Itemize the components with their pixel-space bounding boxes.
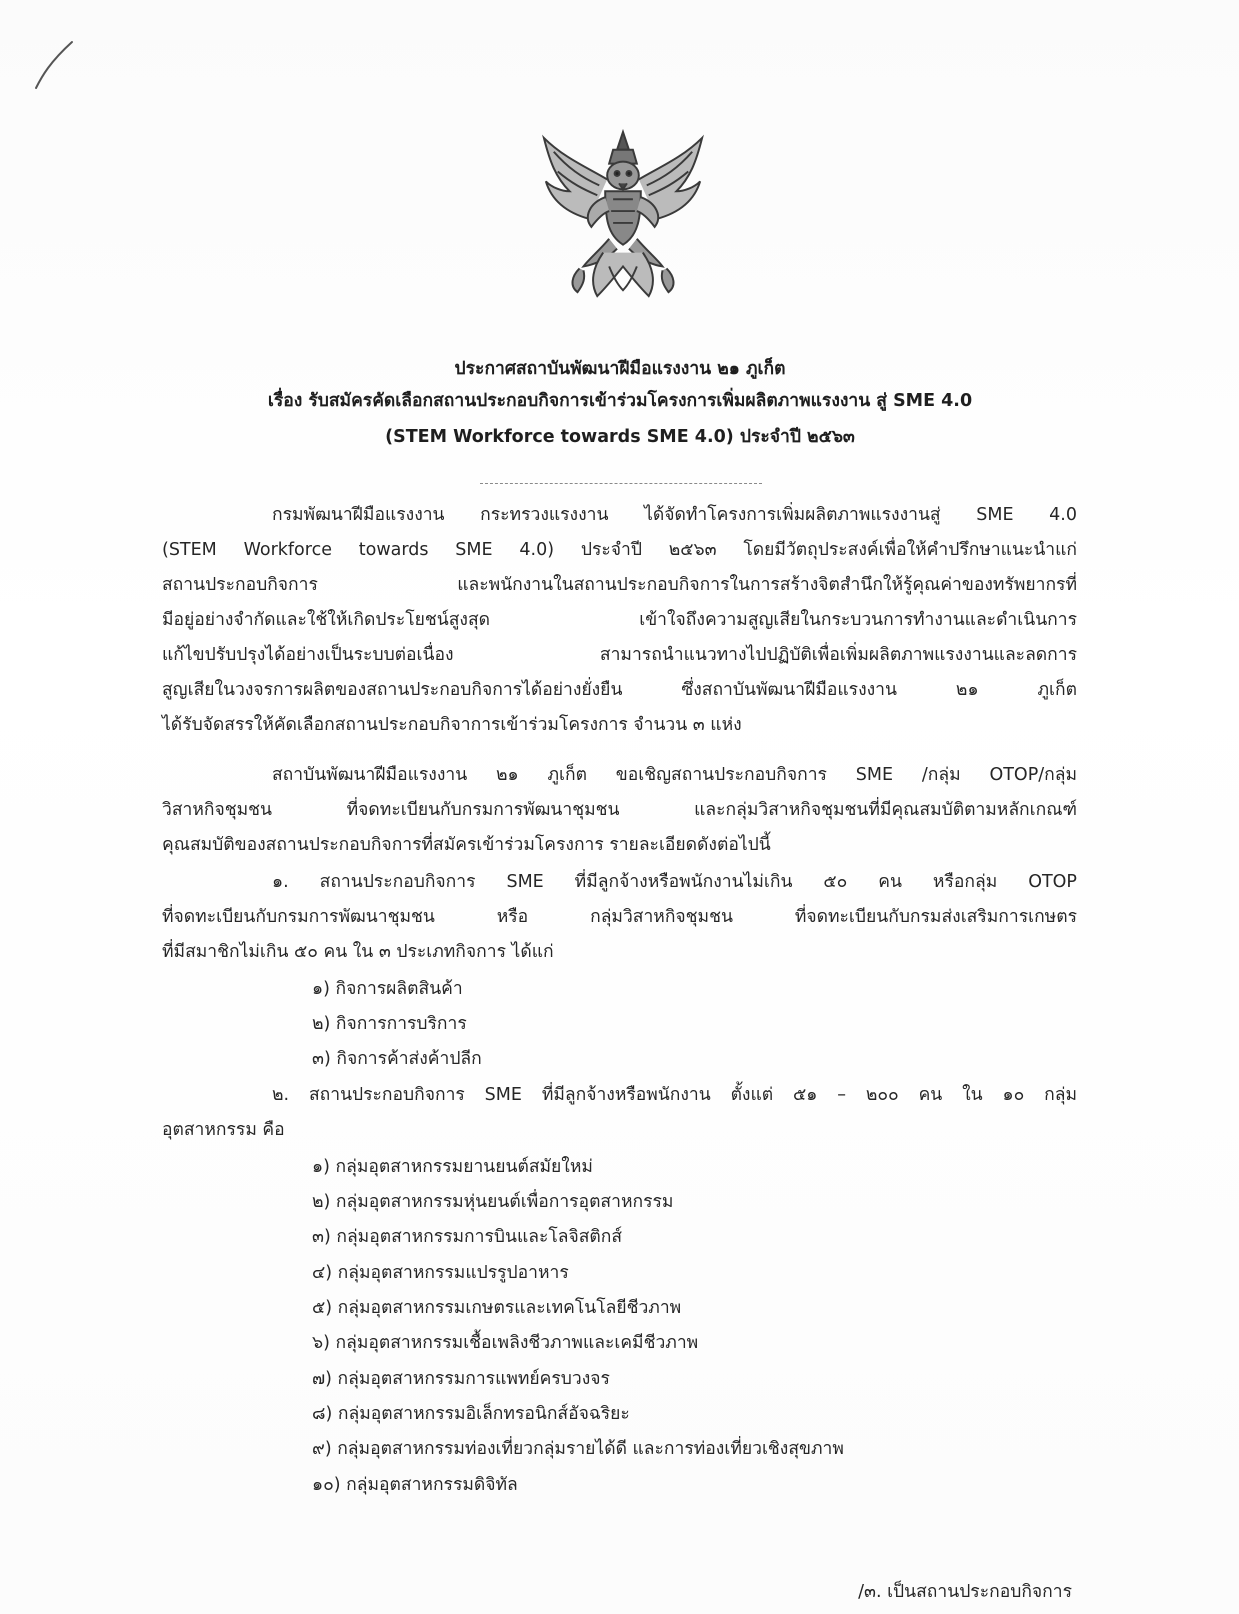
- paragraph-line: มีอยู่อย่างจำกัดและใช้ให้เกิดประโยชน์สูงสุด เข้าใจถึงความสูญเสียในกระบวนการทำงานและดำเนินการ: [162, 610, 1077, 630]
- announcement-subject-line2: (STEM Workforce towards SME 4.0) ประจำปี ๒๕๖๓: [385, 427, 855, 447]
- paragraph-line: ได้รับจัดสรรให้คัดเลือกสถานประกอบกิจาการเข้าร่วมโครงการ จำนวน ๓ แห่ง: [162, 715, 742, 735]
- garuda-emblem-icon: [534, 128, 712, 306]
- criteria-item-line: ที่จดทะเบียนกับกรมการพัฒนาชุมชน หรือ กลุ่มวิสาหกิจชุมชน ที่จดทะเบียนกับกรมส่งเสริมการเกษตร: [162, 907, 1077, 927]
- pen-stroke-icon: [28, 36, 88, 96]
- industry-group-item: ๕) กลุ่มอุตสาหกรรมเกษตรและเทคโนโลยีชีวภาพ: [312, 1298, 682, 1318]
- industry-group-item: ๓) กลุ่มอุตสาหกรรมการบินและโลจิสติกส์: [312, 1227, 623, 1247]
- criteria-item: ๒. สถานประกอบกิจการ SME ที่มีลูกจ้างหรือพนักงาน ตั้งแต่ ๕๑ – ๒๐๐ คน ใน ๑๐ กลุ่ม: [272, 1085, 1077, 1105]
- criteria-item-line: อุตสาหกรรม คือ: [162, 1120, 285, 1140]
- paragraph-line: กรมพัฒนาฝีมือแรงงาน กระทรวงแรงงาน ได้จัดทำโครงการเพิ่มผลิตภาพแรงงานสู่ SME 4.0: [272, 505, 1077, 525]
- paragraph-line: สถาบันพัฒนาฝีมือแรงงาน ๒๑ ภูเก็ต ขอเชิญสถานประกอบกิจการ SME /กลุ่ม OTOP/กลุ่ม: [272, 765, 1077, 785]
- continuation-note: /๓. เป็นสถานประกอบกิจการ: [858, 1582, 1072, 1602]
- announcement-subject: เรื่อง รับสมัครคัดเลือกสถานประกอบกิจการเข้าร่วมโครงการเพิ่มผลิตภาพแรงงาน สู่ SME 4.0: [267, 391, 973, 411]
- announcement-title: ประกาศสถาบันพัฒนาฝีมือแรงงาน ๒๑ ภูเก็ต: [454, 359, 786, 379]
- business-type-item: ๒) กิจการการบริการ: [312, 1014, 467, 1034]
- criteria-item: ๑. สถานประกอบกิจการ SME ที่มีลูกจ้างหรือพนักงานไม่เกิน ๕๐ คน หรือกลุ่ม OTOP: [272, 872, 1077, 892]
- business-type-item: ๓) กิจการค้าส่งค้าปลีก: [312, 1049, 482, 1069]
- industry-group-item: ๒) กลุ่มอุตสาหกรรมหุ่นยนต์เพื่อการอุตสาหกรรม: [312, 1192, 674, 1212]
- paragraph-line: (STEM Workforce towards SME 4.0) ประจำปี ๒๕๖๓ โดยมีวัตถุประสงค์เพื่อให้คำปรึกษาแนะนำแก่: [162, 540, 1077, 560]
- industry-group-item: ๗) กลุ่มอุตสาหกรรมการแพทย์ครบวงจร: [312, 1369, 610, 1389]
- industry-group-item: ๑๐) กลุ่มอุตสาหกรรมดิจิทัล: [312, 1475, 518, 1495]
- business-type-item: ๑) กิจการผลิตสินค้า: [312, 979, 463, 999]
- paragraph-line: แก้ไขปรับปรุงได้อย่างเป็นระบบต่อเนื่อง สามารถนำแนวทางไปปฏิบัติเพื่อเพิ่มผลิตภาพแรงงานและลดการ: [162, 645, 1077, 665]
- industry-group-item: ๔) กลุ่มอุตสาหกรรมแปรรูปอาหาร: [312, 1263, 569, 1283]
- paragraph-line: สถานประกอบกิจการ และพนักงานในสถานประกอบกิจการในการสร้างจิตสำนึกให้รู้คุณค่าของทรัพยากรที่: [162, 575, 1077, 595]
- industry-group-item: ๑) กลุ่มอุตสาหกรรมยานยนต์สมัยใหม่: [312, 1157, 593, 1177]
- industry-group-item: ๙) กลุ่มอุตสาหกรรมท่องเที่ยวกลุ่มรายได้ดี และการท่องเที่ยวเชิงสุขภาพ: [312, 1439, 844, 1459]
- title-divider: [480, 483, 762, 484]
- industry-group-item: ๖) กลุ่มอุตสาหกรรมเชื้อเพลิงชีวภาพและเคมีชีวภาพ: [312, 1333, 699, 1353]
- paragraph-line: วิสาหกิจชุมชน ที่จดทะเบียนกับกรมการพัฒนาชุมชน และกลุ่มวิสาหกิจชุมชนที่มีคุณสมบัติตามหลักเกณฑ์: [162, 800, 1077, 820]
- criteria-item-line: ที่มีสมาชิกไม่เกิน ๕๐ คน ใน ๓ ประเภทกิจการ ได้แก่: [162, 942, 554, 962]
- industry-group-item: ๘) กลุ่มอุตสาหกรรมอิเล็กทรอนิกส์อัจฉริยะ: [312, 1404, 630, 1424]
- paragraph-line: คุณสมบัติของสถานประกอบกิจการที่สมัครเข้าร่วมโครงการ รายละเอียดดังต่อไปนี้: [162, 835, 771, 855]
- paragraph-line: สูญเสียในวงจรการผลิตของสถานประกอบกิจการได้อย่างยั่งยืน ซึ่งสถาบันพัฒนาฝีมือแรงงาน ๒๑ ภูเก็ต: [162, 680, 1077, 700]
